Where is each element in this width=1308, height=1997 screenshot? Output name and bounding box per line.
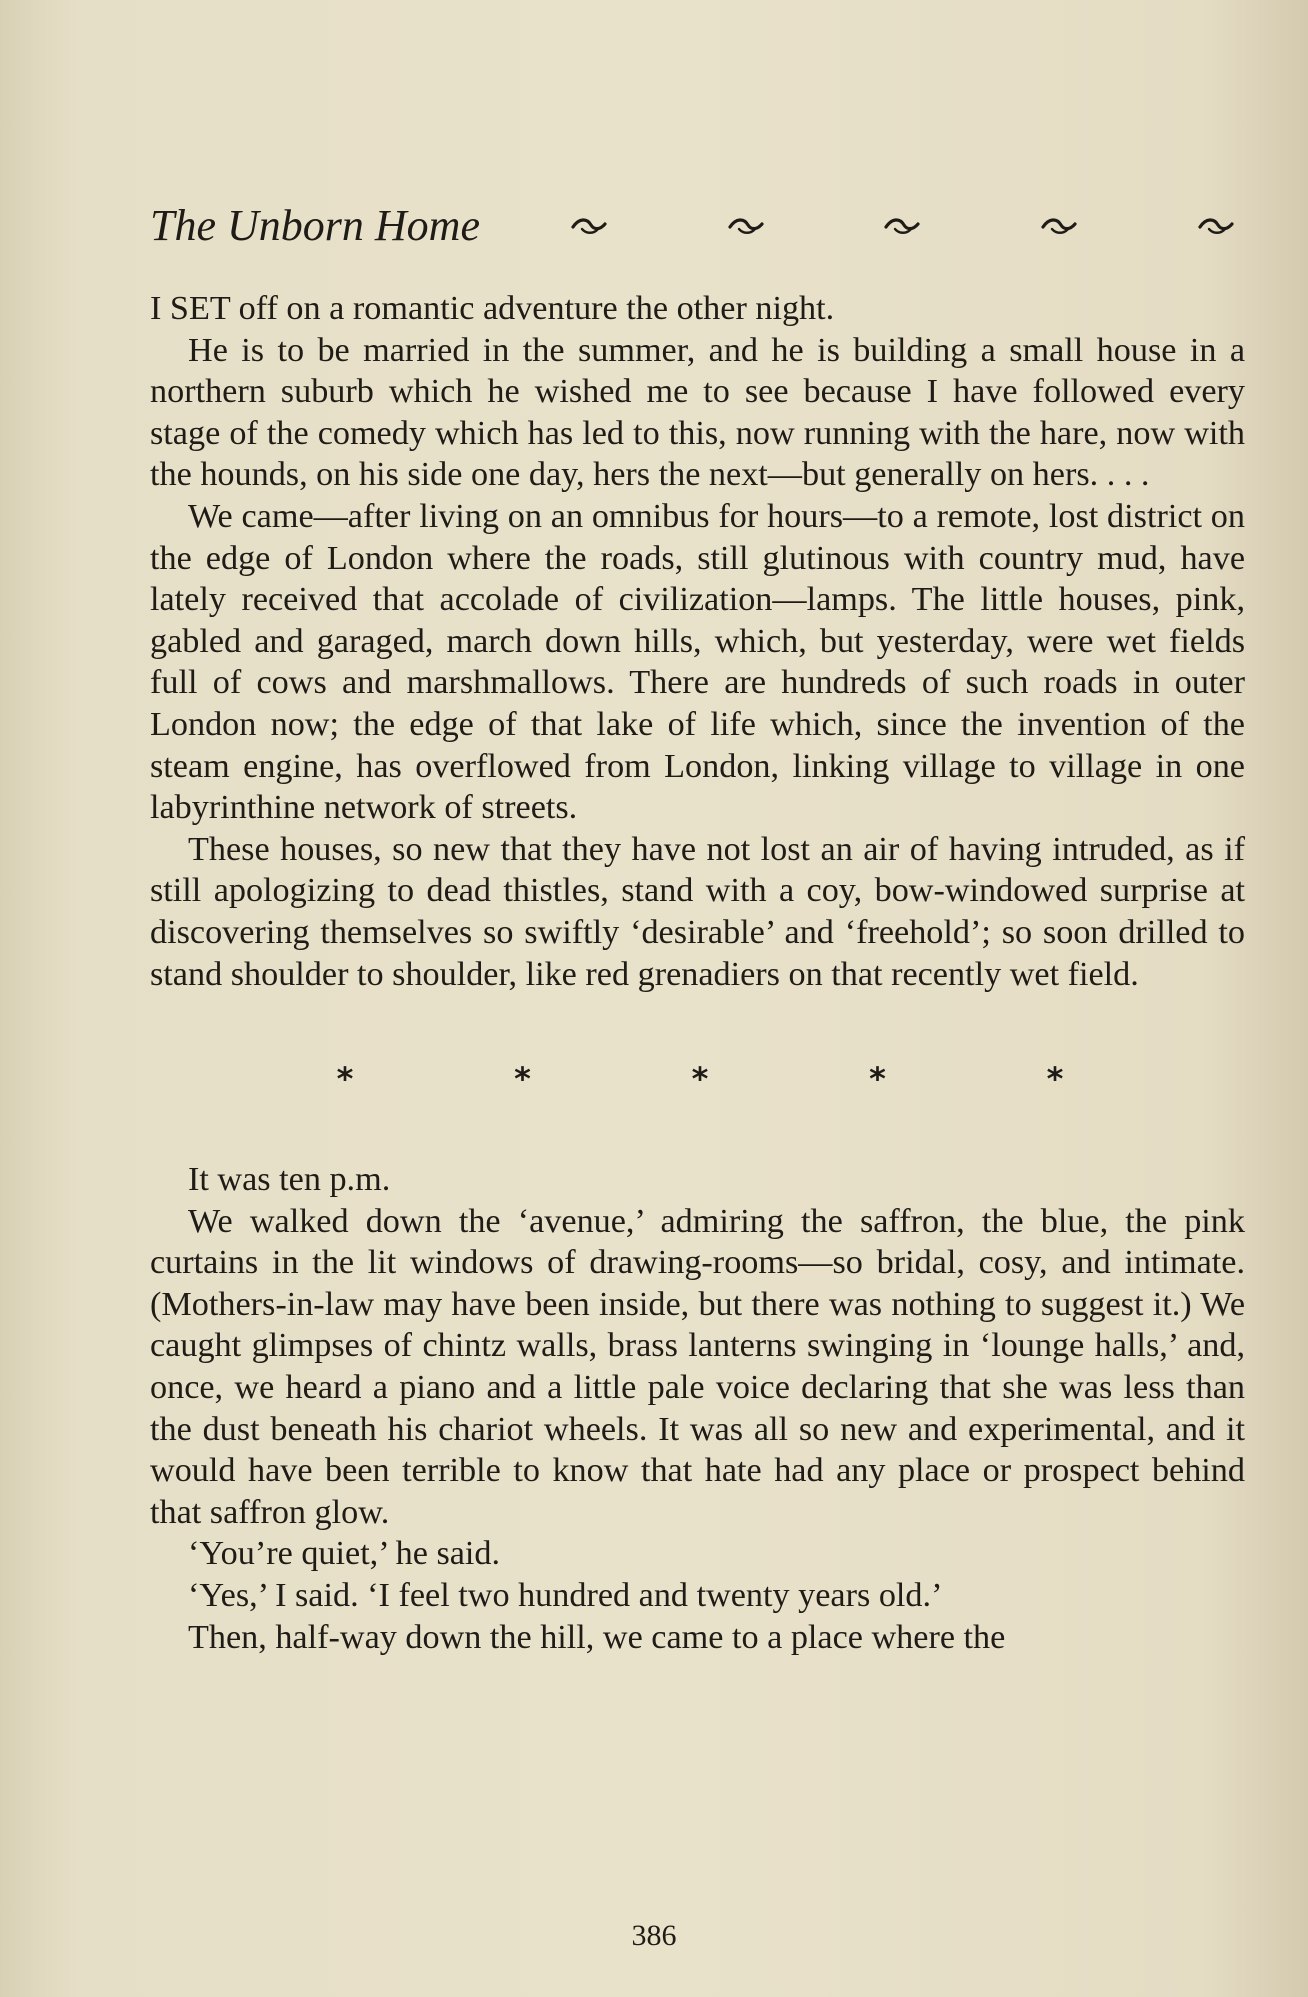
paragraph: We came—after living on an omnibus for hours—to a remote, lost district on the edge of London where the roads, still glutinous with country mud, have lately received that accolade of civilization—lamps. The little houses, pink, gabled and garaged, march down hills, which, but yesterday, were wet fields full of cows and marshmallows. There are hundreds of such roads in outer London now; the edge of that lake of life which, since the invention of the steam engine, has overflowed from London, linking village to village in one labyrinthine network of streets. xyxy=(150,497,1245,827)
chapter-title: The Unborn Home xyxy=(150,201,480,250)
asterisk-ornament: * xyxy=(336,1060,354,1099)
paragraph: He is to be married in the summer, and he is building a small house in a northern suburb which he wished me to see because I have followed every stage of the comedy which has led to this, now running with the hare, now with the hounds, on his side one day, hers the next—but generally on hers. . . . xyxy=(150,331,1245,494)
asterisk-ornament: * xyxy=(691,1060,709,1099)
paragraph: We walked down the ‘avenue,’ admiring the saffron, the blue, the pink curtains in the lit windows of drawing-rooms—so bridal, cosy, and intimate. (Mothers-in-law may have been inside, but there was nothing to suggest it.) We caught glimpses of chintz walls, brass lanterns swinging in ‘lounge halls,’ and, once, we heard a piano and a little pale voice declaring that she was less than the dust beneath his chariot wheels. It was all so new and experimental, and it would have been terrible to know that hate had any place or prospect behind that saffron glow. xyxy=(150,1202,1245,1531)
paragraph: ‘Yes,’ I said. ‘I feel two hundred and twenty years old.’ xyxy=(188,1577,943,1615)
section-break xyxy=(330,1049,1070,1109)
curl-ornament-icon xyxy=(727,215,765,237)
paragraph: Then, half-way down the hill, we came to a place where the xyxy=(188,1618,1006,1656)
asterisk-ornament: * xyxy=(869,1060,886,1099)
chapter-header xyxy=(150,196,1245,256)
curl-ornament-icon xyxy=(1197,215,1235,237)
paragraph: ‘You’re quiet,’ he said. xyxy=(188,1535,501,1573)
paragraph: These houses, so new that they have not lost an air of having intruded, as if still apologizing to dead thistles, stand with a coy, bow-windowed surprise at discovering themselves so swiftly ‘desirable’ and ‘freehold’; so soon drilled to stand shoulder to shoulder, like red grenadiers on that recently wet field. xyxy=(150,830,1245,993)
curl-ornament-icon xyxy=(883,215,921,237)
paragraph: It was ten p.m. xyxy=(188,1161,391,1199)
curl-ornament-icon xyxy=(570,215,608,237)
paragraph: I SET off on a romantic adventure the other night. xyxy=(150,290,835,327)
curl-ornament-icon xyxy=(1040,215,1078,237)
asterisk-ornament: * xyxy=(1046,1060,1064,1099)
text-column xyxy=(150,196,1245,1658)
page-number: 386 xyxy=(631,1919,677,1952)
asterisk-ornament: * xyxy=(514,1060,531,1099)
ornament-row xyxy=(570,215,1245,237)
